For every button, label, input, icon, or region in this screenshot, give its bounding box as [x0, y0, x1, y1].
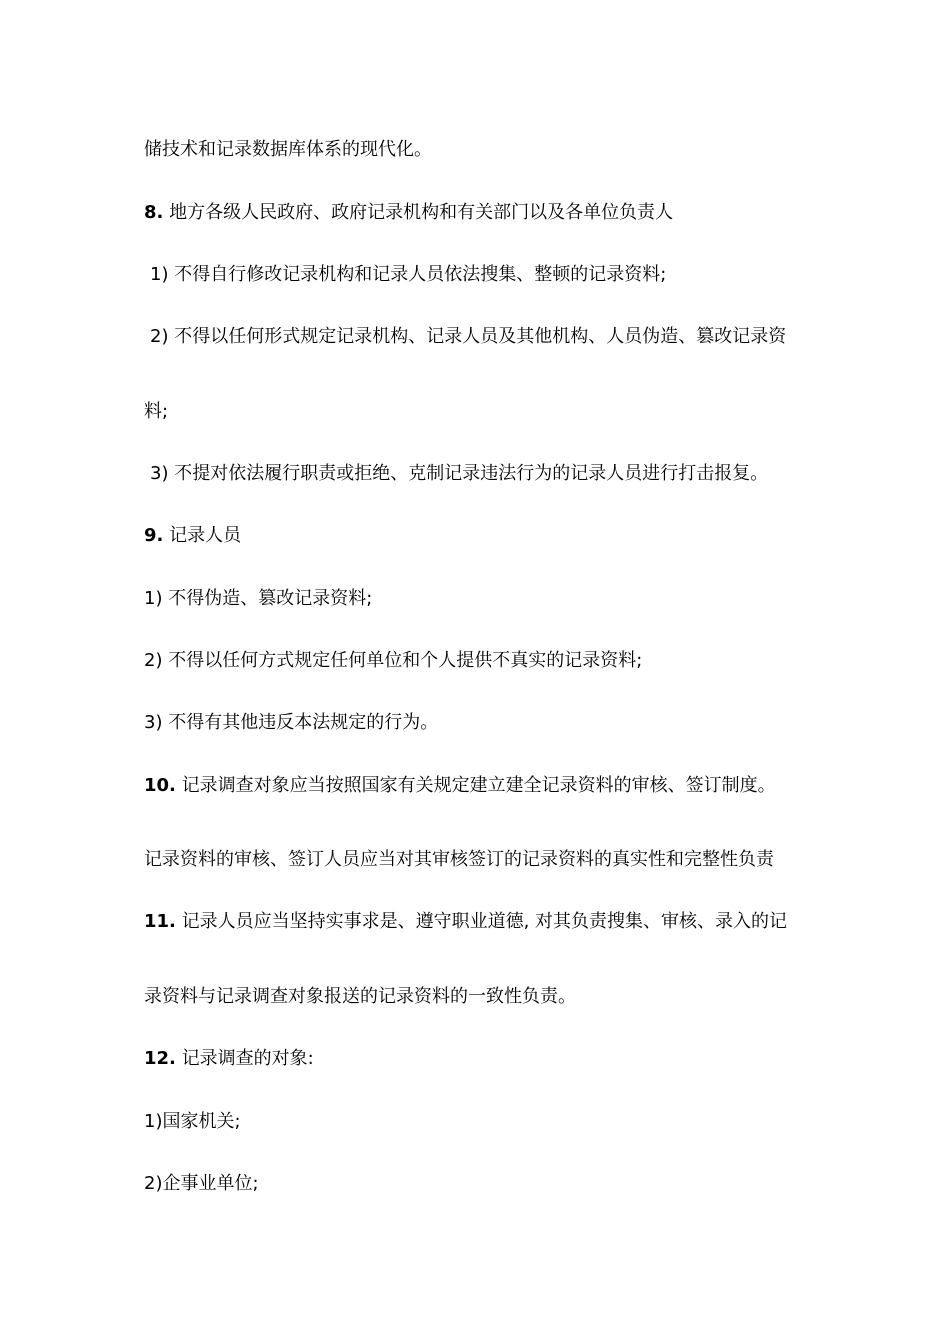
- line-text: 记录资料的审核、签订人员应当对其审核签订的记录资料的真实性和完整性负责: [144, 849, 774, 870]
- line-text: 1) 不得伪造、篡改记录资料;: [144, 588, 373, 609]
- item-9-heading: [144, 524, 824, 548]
- line-text: 3) 不得有其他违反本法规定的行为。: [144, 712, 439, 733]
- line-text: 记录调查对象应当按照国家有关规定建立建全记录资料的审核、签订制度。: [175, 775, 776, 796]
- line-text: 储技术和记录数据库体系的现代化。: [144, 139, 432, 160]
- item-number: 8.: [144, 202, 164, 223]
- line-text: 记录人员: [163, 525, 242, 546]
- item-8-subitem-2: [150, 325, 830, 349]
- item-9-subitem-3: [144, 711, 824, 735]
- item-10-continuation: [144, 848, 824, 872]
- item-11-heading: [144, 910, 824, 934]
- line-text: 1) 不得自行修改记录机构和记录人员依法搜集、整顿的记录资料;: [150, 264, 667, 285]
- item-12-heading: [144, 1047, 824, 1071]
- line-text: 1)国家机关;: [144, 1111, 241, 1132]
- line-text: 记录调查的对象:: [175, 1048, 314, 1069]
- item-10-heading: [144, 774, 824, 798]
- item-8-subitem-2-wrap: [144, 400, 824, 424]
- item-8-subitem-3: [150, 462, 830, 486]
- item-12-subitem-2: [144, 1172, 824, 1196]
- line-text: 3) 不提对依法履行职责或拒绝、克制记录违法行为的记录人员进行打击报复。: [150, 463, 769, 484]
- line-text: 录资料与记录调查对象报送的记录资料的一致性负责。: [144, 986, 576, 1007]
- line-text: 2) 不得以任何形式规定记录机构、记录人员及其他机构、人员伪造、篡改记录资: [150, 326, 787, 347]
- item-12-subitem-1: [144, 1110, 824, 1134]
- item-8-subitem-1: [150, 263, 830, 287]
- line-text: 料;: [144, 401, 169, 422]
- item-number: 11.: [144, 911, 176, 932]
- item-8-heading: [144, 201, 824, 225]
- item-number: 9.: [144, 525, 164, 546]
- item-number: 12.: [144, 1048, 176, 1069]
- line-text: 2) 不得以任何方式规定任何单位和个人提供不真实的记录资料;: [144, 650, 643, 671]
- line-text: 地方各级人民政府、政府记录机构和有关部门以及各单位负责人: [163, 202, 674, 223]
- text-line-continuation: [144, 138, 824, 162]
- item-9-subitem-1: [144, 587, 824, 611]
- line-text: 记录人员应当坚持实事求是、遵守职业道德, 对其负责搜集、审核、录入的记: [175, 911, 788, 932]
- item-9-subitem-2: [144, 649, 824, 673]
- line-text: 2)企事业单位;: [144, 1173, 259, 1194]
- item-number: 10.: [144, 775, 176, 796]
- item-11-continuation: [144, 985, 824, 1009]
